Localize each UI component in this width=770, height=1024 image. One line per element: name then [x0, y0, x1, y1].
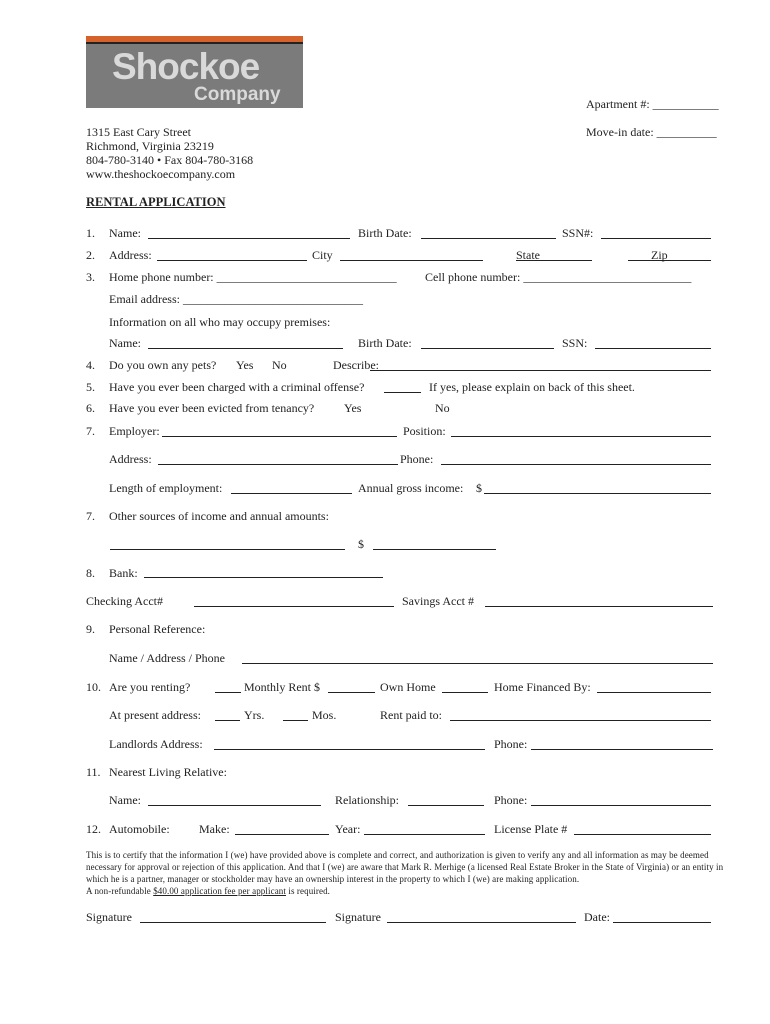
- renting-answer-line[interactable]: [215, 692, 241, 693]
- relative-label: Nearest Living Relative:: [109, 765, 227, 779]
- present-address-label: At present address:: [109, 708, 201, 722]
- landlord-phone-input-line[interactable]: [531, 749, 713, 750]
- landlord-address-input-line[interactable]: [214, 749, 485, 750]
- criminal-answer-line[interactable]: [384, 392, 421, 393]
- own-home-label: Own Home: [380, 680, 436, 694]
- other-income-source-line[interactable]: [110, 549, 345, 550]
- renting-question: Are you renting?: [109, 680, 191, 694]
- reference-details-input-line[interactable]: [242, 663, 713, 664]
- occupant-birth-input-line[interactable]: [421, 348, 554, 349]
- annual-income-input-line[interactable]: [484, 493, 711, 494]
- logo-text-shockoe: Shockoe: [112, 46, 260, 87]
- address-label: Address:: [109, 248, 152, 262]
- rent-paid-input-line[interactable]: [450, 720, 711, 721]
- company-street: 1315 East Cary Street: [86, 125, 191, 139]
- state-label: State: [516, 248, 540, 262]
- home-financed-input-line[interactable]: [597, 692, 711, 693]
- employment-length-label: Length of employment:: [109, 481, 223, 495]
- other-income-label: Other sources of income and annual amounts:: [109, 509, 329, 523]
- company-phone: 804-780-3140 • Fax 804-780-3168: [86, 153, 254, 167]
- item-number-5: 5.: [86, 380, 95, 394]
- item-number-2: 2.: [86, 248, 95, 262]
- item-number-4: 4.: [86, 358, 95, 372]
- item-number-8: 8.: [86, 566, 95, 580]
- make-input-line[interactable]: [235, 834, 329, 835]
- date-input-line[interactable]: [613, 922, 711, 923]
- pets-no-option[interactable]: No: [272, 358, 287, 372]
- occupants-label: Information on all who may occupy premises:: [109, 315, 331, 329]
- other-income-amount-line[interactable]: [373, 549, 496, 550]
- evicted-question: Have you ever been evicted from tenancy?: [109, 401, 315, 415]
- signature-label-1: Signature: [86, 910, 132, 924]
- item-number-6: 6.: [86, 401, 95, 415]
- home-financed-label: Home Financed By:: [494, 680, 591, 694]
- item-number-12: 12.: [86, 822, 101, 836]
- certification-statement: [86, 849, 746, 897]
- other-income-dollar-sign: $: [358, 537, 364, 551]
- name-input-line[interactable]: [148, 238, 350, 239]
- employer-phone-label: Phone:: [400, 452, 434, 466]
- reference-details-label: Name / Address / Phone: [109, 651, 225, 665]
- evicted-yes-option[interactable]: Yes: [344, 401, 362, 415]
- annual-income-label: Annual gross income:: [358, 481, 464, 495]
- employer-address-input-line[interactable]: [158, 464, 398, 465]
- relative-relationship-input-line[interactable]: [408, 805, 484, 806]
- birth-date-input-line[interactable]: [421, 238, 556, 239]
- date-label: Date:: [584, 910, 610, 924]
- name-label: Name:: [109, 226, 141, 240]
- occupant-birth-label: Birth Date:: [358, 336, 412, 350]
- form-title: RENTAL APPLICATION: [86, 195, 226, 209]
- company-city: Richmond, Virginia 23219: [86, 139, 214, 153]
- automobile-label: Automobile:: [109, 822, 170, 836]
- logo-text-company: Company: [194, 84, 281, 105]
- employer-label: Employer:: [109, 424, 160, 438]
- savings-acct-input-line[interactable]: [485, 606, 713, 607]
- employer-phone-input-line[interactable]: [441, 464, 711, 465]
- item-number-7b: 7.: [86, 509, 95, 523]
- item-number-1: 1.: [86, 226, 95, 240]
- apartment-field[interactable]: Apartment #: ___________: [586, 97, 719, 111]
- state-input-line[interactable]: [516, 260, 592, 261]
- cell-phone-field[interactable]: Cell phone number: ____________________________: [425, 270, 692, 284]
- item-number-9: 9.: [86, 622, 95, 636]
- fee-text-suffix: is required.: [286, 886, 331, 896]
- movein-date-field[interactable]: Move-in date: __________: [586, 125, 717, 139]
- application-fee: $40.00 application fee per applicant: [153, 886, 286, 896]
- pets-describe-label: Describe:: [333, 358, 379, 372]
- ssn-input-line[interactable]: [601, 238, 711, 239]
- make-label: Make:: [199, 822, 230, 836]
- item-number-10: 10.: [86, 680, 101, 694]
- bank-label: Bank:: [109, 566, 138, 580]
- city-label: City: [312, 248, 333, 262]
- checking-acct-input-line[interactable]: [194, 606, 394, 607]
- fee-text-prefix: A non-refundable: [86, 886, 154, 896]
- signature-input-line-1[interactable]: [140, 922, 326, 923]
- company-logo: [86, 36, 303, 108]
- year-input-line[interactable]: [364, 834, 485, 835]
- years-label: Yrs.: [244, 708, 265, 722]
- personal-reference-label: Personal Reference:: [109, 622, 206, 636]
- year-label: Year:: [335, 822, 361, 836]
- signature-input-line-2[interactable]: [387, 922, 576, 923]
- signature-label-2: Signature: [335, 910, 381, 924]
- employer-input-line[interactable]: [162, 436, 397, 437]
- rent-paid-label: Rent paid to:: [380, 708, 442, 722]
- pets-question: Do you own any pets?: [109, 358, 217, 372]
- zip-label: Zip: [651, 248, 668, 262]
- own-home-input-line[interactable]: [442, 692, 488, 693]
- pets-describe-input-line[interactable]: [370, 370, 711, 371]
- certification-text: This is to certify that the information I (we) have provided above is complete and correct, and authorization is given to verify any and all information as may be deemed necessary for approval or rejection of this application. And that I (we) are aware that Mark R. Merhige (a licensed Real Estate Broker in the State of Virginia) or an entity in which he is a partner, manager or stockholder may have an ownership interest in the property to which I (we) are making application.: [86, 850, 724, 884]
- occupant-ssn-label: SSN:: [562, 336, 588, 350]
- criminal-question: Have you ever been charged with a criminal offense?: [109, 380, 365, 394]
- occupant-name-input-line[interactable]: [148, 348, 343, 349]
- occupant-name-label: Name:: [109, 336, 141, 350]
- criminal-explain-note: If yes, please explain on back of this sheet.: [429, 380, 635, 394]
- landlord-address-label: Landlords Address:: [109, 737, 203, 751]
- months-input-line[interactable]: [283, 720, 308, 721]
- employment-length-input-line[interactable]: [231, 493, 352, 494]
- item-number-3: 3.: [86, 270, 95, 284]
- home-phone-field[interactable]: Home phone number: ______________________________: [109, 270, 397, 284]
- city-input-line[interactable]: [340, 260, 483, 261]
- years-input-line[interactable]: [215, 720, 240, 721]
- birth-date-label: Birth Date:: [358, 226, 412, 240]
- zip-input-line[interactable]: [628, 260, 711, 261]
- logo-stripe-dark: [86, 42, 303, 44]
- employer-address-label: Address:: [109, 452, 152, 466]
- item-number-7: 7.: [86, 424, 95, 438]
- evicted-no-option[interactable]: No: [435, 401, 450, 415]
- item-number-11: 11.: [86, 765, 101, 779]
- relative-name-label: Name:: [109, 793, 141, 807]
- email-field[interactable]: Email address: ______________________________: [109, 292, 363, 306]
- position-input-line[interactable]: [451, 436, 711, 437]
- months-label: Mos.: [312, 708, 337, 722]
- company-website: www.theshockoecompany.com: [86, 167, 236, 181]
- relative-phone-label: Phone:: [494, 793, 528, 807]
- license-plate-label: License Plate #: [494, 822, 568, 836]
- ssn-label: SSN#:: [562, 226, 594, 240]
- monthly-rent-label: Monthly Rent $: [244, 680, 321, 694]
- savings-acct-label: Savings Acct #: [402, 594, 474, 608]
- address-input-line[interactable]: [157, 260, 307, 261]
- income-dollar-sign: $: [476, 481, 482, 495]
- relative-name-input-line[interactable]: [148, 805, 321, 806]
- relative-phone-input-line[interactable]: [531, 805, 711, 806]
- license-plate-input-line[interactable]: [574, 834, 711, 835]
- occupant-ssn-input-line[interactable]: [595, 348, 711, 349]
- landlord-phone-label: Phone:: [494, 737, 528, 751]
- pets-yes-option[interactable]: Yes: [236, 358, 254, 372]
- bank-input-line[interactable]: [144, 577, 383, 578]
- monthly-rent-input-line[interactable]: [328, 692, 375, 693]
- position-label: Position:: [403, 424, 446, 438]
- checking-acct-label: Checking Acct#: [86, 594, 163, 608]
- relative-relationship-label: Relationship:: [335, 793, 399, 807]
